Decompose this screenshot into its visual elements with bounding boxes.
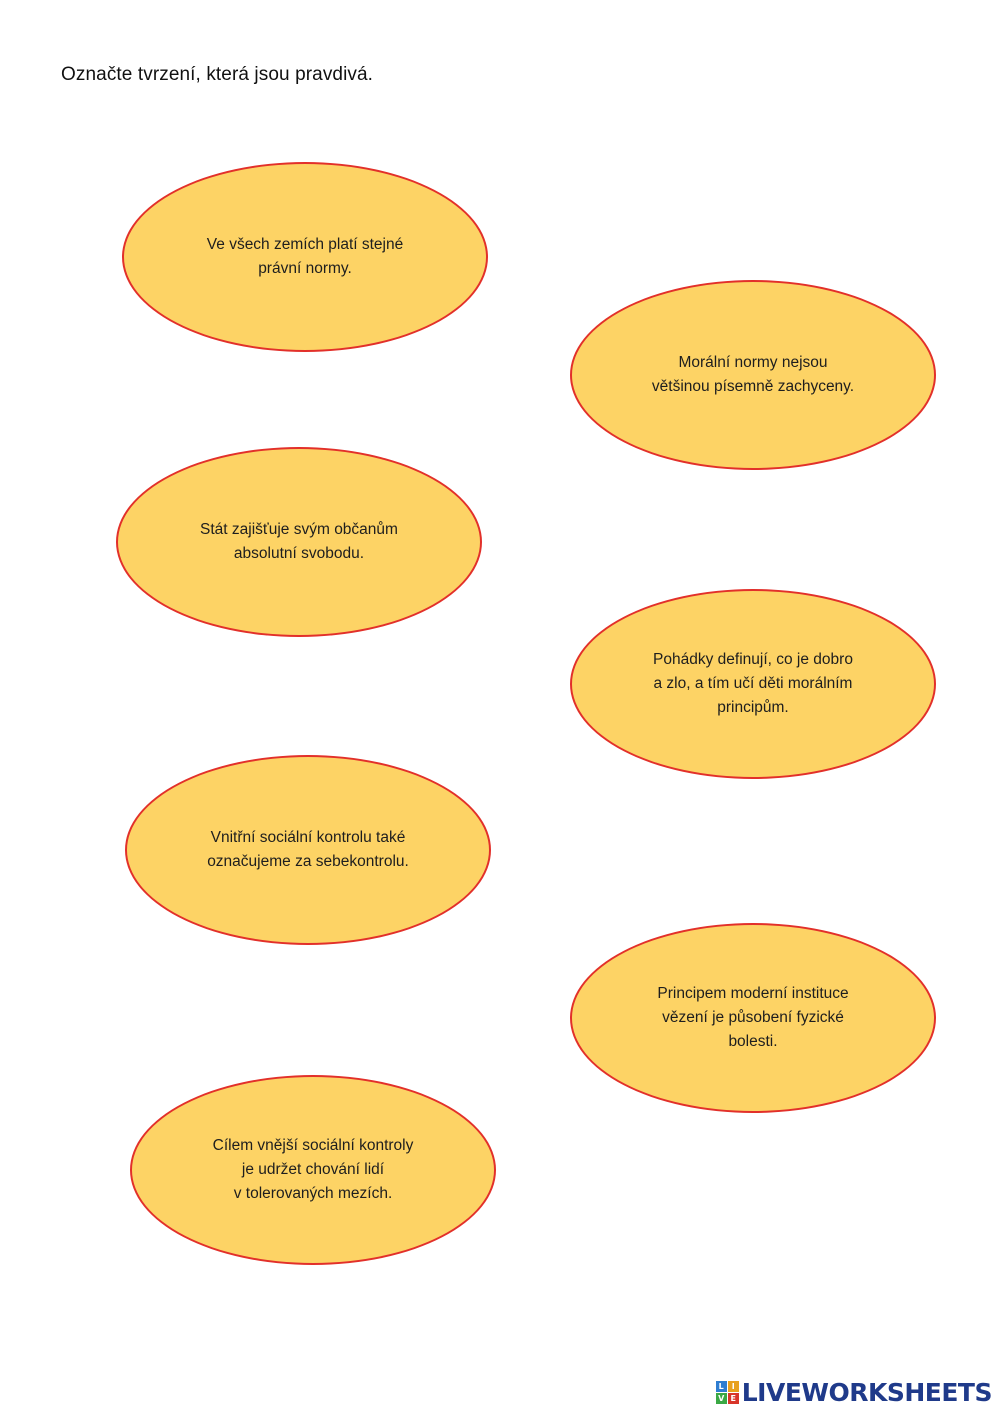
instruction-text: Označte tvrzení, která jsou pravdivá. (61, 64, 374, 85)
statement-text: Pohádky definují, co je dobro a zlo, a tím učí děti morálním principům. (653, 651, 853, 716)
statement-oval-5[interactable] (125, 755, 491, 945)
statement-text: Vnitřní sociální kontrolu také označujeme za sebekontrolu. (207, 829, 409, 870)
statement-text: Principem moderní instituce vězení je působení fyzické bolesti. (657, 985, 849, 1050)
statement-oval-7[interactable] (130, 1075, 496, 1265)
statement-oval-1[interactable] (122, 162, 488, 352)
statement-oval-3[interactable] (116, 447, 482, 637)
statement-oval-2[interactable] (570, 280, 936, 470)
statement-oval-6[interactable] (570, 923, 936, 1113)
statement-text: Ve všech zemích platí stejné právní normy. (206, 236, 404, 277)
statement-text: Cílem vnější sociální kontroly je udržet chování lidí v tolerovaných mezích. (212, 1137, 414, 1202)
liveworksheets-logo (716, 1378, 992, 1407)
statement-text: Morální normy nejsou většinou písemně zachyceny. (651, 354, 855, 395)
statement-oval-4[interactable] (570, 589, 936, 779)
logo-text: LIVEWORKSHEETS (741, 1378, 992, 1407)
statement-text: Stát zajišťuje svým občanům absolutní svobodu. (200, 521, 398, 562)
logo-mark-icon: L I V E (716, 1381, 739, 1404)
